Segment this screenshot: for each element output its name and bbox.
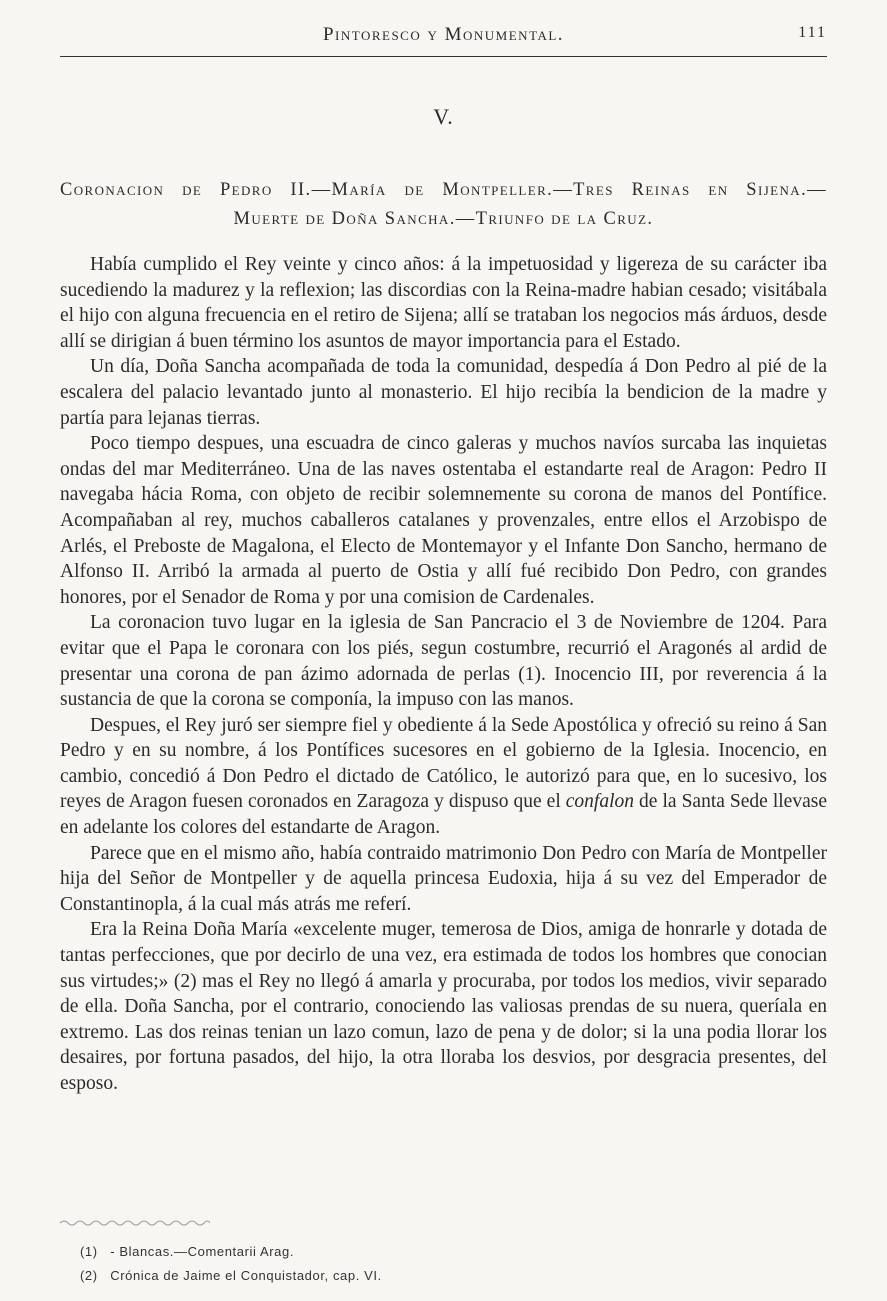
chapter-number: V. [433, 104, 454, 129]
chapter-summary-line: Muerte de Doña Sancha.—Triunfo de la Cruz. [233, 209, 654, 229]
paragraph: La coronacion tuvo lugar en la iglesia de San Pancracio el 3 de Noviembre de 1204. Para evitar que el Papa le coronara con los piés, segun costumbre, recurrió el Aragonés al ardid de presentar una corona de pan ázimo adornada de perlas (1). Inocencio III, por reverencia á la sustancia de que la corona se componía, la impuso con las manos. [60, 612, 827, 711]
chapter-summary-line: Coronacion de Pedro II.—María de Montpeller.—Tres Reinas en Sijena.— [60, 180, 827, 200]
footnote-mark: (2) [80, 1268, 98, 1283]
footnote [80, 1264, 800, 1288]
running-title: Pintoresco y Monumental. [322, 24, 565, 45]
header-rule [60, 56, 827, 57]
paragraph: Había cumplido el Rey veinte y cinco años: á la impetuosidad y ligereza de su carácter iba sucediendo la madurez y la reflexion; las discordias con la Reina-madre habian cesado; visitábala el hijo con alguna frecuencia en el retiro de Sijena; allí se trataban los negocios más árduos, desde allí se dirigian á buen término los asuntos de mayor importancia para el Estado. [60, 254, 827, 352]
paragraph-text: Despues, el Rey juró ser siempre fiel y obediente á la Sede Apostólica y ofreció su reino á San Pedro y en su nombre, á los Pontífices sucesores en el gobierno de la Iglesia. Inocencio, en cambio, concedió á Don Pedro el dictado de Católico, le autorizó para que, en lo sucesivo, los reyes de Aragon fuesen coronados en Zaragoza y dispuso que el [60, 714, 827, 813]
paragraph [60, 713, 827, 841]
page-header [60, 24, 827, 54]
paragraph: Era la Reina Doña María «excelente muger, temerosa de Dios, amiga de honrarle y dotada de tantas perfecciones, que por decirlo de una vez, era estimada de todos los hombres que conocian sus virtudes;» (2) mas el Rey no llegó á amarla y procuraba, por todos los medios, vivir separado de ella. Doña Sancha, por el contrario, conociendo las valiosas prendas de su nuera, queríala en extremo. Las dos reinas tenian un lazo comun, lazo de pena y de dolor; si la una podia llorar los desaires, por fortuna pasados, del hijo, la otra lloraba los desvios, por desgracia presentes, del esposo. [60, 919, 827, 1094]
chapter-summary [60, 176, 827, 234]
footnote-text: - Blancas.—Comentarii Arag. [110, 1244, 295, 1259]
footnote-separator [60, 1218, 210, 1226]
page-number: 111 [798, 24, 827, 41]
paragraph-text: de la Santa Sede llevase en adelante los colores del estandarte de Aragon. [60, 791, 827, 839]
footnote [80, 1240, 800, 1264]
footnotes [80, 1240, 800, 1288]
italic-term: confalon [565, 791, 635, 813]
body-text [60, 252, 827, 1097]
paragraph: Poco tiempo despues, una escuadra de cinco galeras y muchos navíos surcaba las inquietas ondas del mar Mediterráneo. Una de las naves ostentaba el estandarte real de Aragon: Pedro II navegaba hácia Roma, con objeto de recibir solemnemente su corona de manos del Pontífice. Acompañaban al rey, muchos caballeros catalanes y provenzales, entre ellos el Arzobispo de Arlés, el Preboste de Magalona, el Electo de Montemayor y el Infante Don Sancho, hermano de Alfonso II. Arribó la armada al puerto de Ostia y allí fué recibido Don Pedro, con grandes honores, por el Senador de Roma y por una comision de Cardenales. [60, 433, 827, 608]
footnote-text: Crónica de Jaime el Conquistador, cap. VI. [110, 1268, 382, 1283]
paragraph: Parece que en el mismo año, había contraido matrimonio Don Pedro con María de Montpeller hija del Señor de Montpeller y de aquella princesa Eudoxia, hija á su vez del Emperador de Constantinopla, á la cual más atrás me referí. [60, 842, 827, 915]
paragraph: Un día, Doña Sancha acompañada de toda la comunidad, despedía á Don Pedro al pié de la escalera del palacio levantado junto al monasterio. El hijo recibía la bendicion de la madre y partía para lejanas tierras. [60, 356, 827, 429]
footnote-mark: (1) [80, 1244, 98, 1259]
